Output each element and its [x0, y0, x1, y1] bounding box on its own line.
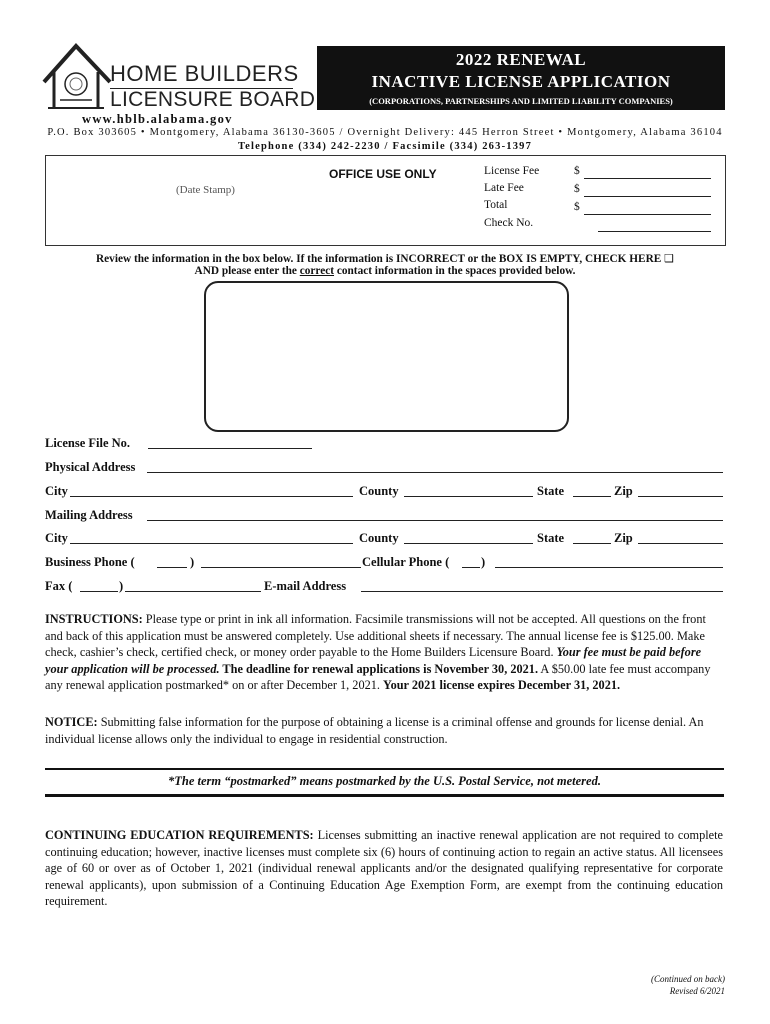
fee-label-check: Check No.: [484, 217, 534, 229]
fee-line-check[interactable]: [598, 231, 711, 232]
instructions-text2: A $50.00 late fee must accompany any renewal application postmarked* on or after December 1, 2021.: [45, 661, 711, 692]
license-file-no-label: License File No.: [45, 436, 131, 450]
notice-heading: NOTICE:: [45, 715, 98, 729]
house-logo-icon: [40, 42, 118, 112]
notice-paragraph: [45, 714, 723, 747]
physical-address-label: Physical Address: [45, 460, 136, 474]
state-label-1: State: [537, 484, 565, 498]
review-text2c: contact information in the spaces provided below.: [334, 265, 576, 277]
contact-info-box: [204, 281, 569, 432]
title-line1: 2022 RENEWAL: [455, 50, 587, 69]
phone-line: Telephone (334) 242-2230 / Facsimile (334) 263-1397: [237, 141, 533, 152]
notice-text: Submitting false information for the purpose of obtaining a license is a criminal offense and grounds for license denial. An individual license allows only the individual to engage in residential construction.: [45, 715, 704, 746]
mailing-address-field[interactable]: [147, 520, 723, 521]
business-phone-field[interactable]: [201, 567, 361, 568]
fee-symbol-total: $: [574, 201, 580, 213]
review-line1: [0, 252, 770, 265]
county-label-1: County: [359, 484, 399, 498]
instructions-paragraph: [45, 611, 723, 694]
zip-field-2[interactable]: [638, 543, 723, 544]
fax-label: Fax (: [45, 579, 73, 593]
office-use-heading: OFFICE USE ONLY: [329, 167, 437, 181]
date-stamp: (Date Stamp): [176, 184, 235, 196]
title-sub: (CORPORATIONS, PARTNERSHIPS AND LIMITED LIABILITY COMPANIES): [369, 96, 673, 106]
ce-text: Licenses submitting an inactive renewal application are not required to complete continuing education; however, inactive licenses must complete six (6) hours of continuing action to regain an active status. All licensees age of 60 or over as of October 1, 2021 (individual renewal applicants and/or the designated qualifying representative for corporate renewal applicants), upon submission of a Continuing Education Age Exemption Form, are exempt from the continuing education requirement.: [45, 828, 723, 908]
website: www.hblb.alabama.gov: [82, 112, 233, 126]
zip-field-1[interactable]: [638, 496, 723, 497]
business-phone-label: Business Phone (: [45, 555, 135, 569]
email-field[interactable]: [361, 591, 723, 592]
city-field-2[interactable]: [70, 543, 353, 544]
state-field-1[interactable]: [573, 496, 611, 497]
mailing-address-label: Mailing Address: [45, 508, 133, 522]
fee-label-license: License Fee: [484, 165, 540, 177]
business-phone-paren: ): [190, 555, 195, 569]
footer-revised: Revised 6/2021: [669, 986, 725, 996]
logo: [40, 42, 316, 114]
instructions-text1: Please type or print in ink all information. Facsimile transmissions will not be accepted. All questions on the front and back of this application must be answered completely. Use additional sheets if necessary. The annual license fee is $125.00. Make check, cashier’s check, certified check, or money order payable to the Home Builders Licensure Board.: [45, 612, 706, 659]
zip-label-2: Zip: [614, 531, 633, 545]
footer-continued: (Continued on back): [651, 974, 725, 984]
city-field-1[interactable]: [70, 496, 353, 497]
fee-line-total[interactable]: [584, 214, 711, 215]
city-label-1: City: [45, 484, 68, 498]
review-text1: Review the information in the box below. If the information is INCORRECT or the BOX IS EMPTY, CHECK HERE: [96, 253, 662, 265]
zip-label-1: Zip: [614, 484, 633, 498]
title-line2: INACTIVE LICENSE APPLICATION: [371, 72, 671, 91]
postmark-note: *The term “postmarked” means postmarked by the U.S. Postal Service, not metered.: [168, 774, 601, 788]
fee-label-total: Total: [484, 199, 508, 211]
instructions-emphasis: Your fee must be paid before your application will be processed.: [45, 645, 702, 676]
fee-line-late[interactable]: [584, 196, 711, 197]
county-label-2: County: [359, 531, 399, 545]
checkbox-icon[interactable]: ❑: [664, 252, 674, 265]
logo-line1: HOME BUILDERS: [110, 61, 299, 86]
fax-area-field[interactable]: [80, 591, 118, 592]
business-phone-area-field[interactable]: [157, 567, 187, 568]
ce-paragraph: [45, 827, 723, 910]
review-text2a: AND please enter the: [194, 265, 300, 277]
cellular-phone-label: Cellular Phone (: [362, 555, 450, 569]
review-line2: [0, 265, 770, 277]
license-file-no-field[interactable]: [148, 448, 312, 449]
fee-symbol-license: $: [574, 165, 580, 177]
logo-line2: LICENSURE BOARD: [110, 88, 316, 111]
instructions-expires: Your 2021 license expires December 31, 2021.: [383, 678, 621, 692]
state-label-2: State: [537, 531, 565, 545]
cellular-phone-paren: ): [481, 555, 486, 569]
fee-symbol-late: $: [574, 183, 580, 195]
email-label: E-mail Address: [264, 579, 347, 593]
fax-paren: ): [119, 579, 124, 593]
address-line: P.O. Box 303605 • Montgomery, Alabama 36130-3605 / Overnight Delivery: 445 Herron Street • Montgomery, Alabama 36104: [47, 127, 723, 138]
county-field-1[interactable]: [404, 496, 533, 497]
city-label-2: City: [45, 531, 68, 545]
postmark-top-rule: [45, 768, 724, 770]
cellular-phone-field[interactable]: [495, 567, 723, 568]
ce-heading: CONTINUING EDUCATION REQUIREMENTS:: [45, 828, 314, 842]
county-field-2[interactable]: [404, 543, 533, 544]
physical-address-field[interactable]: [147, 472, 723, 473]
state-field-2[interactable]: [573, 543, 611, 544]
title-box: [317, 46, 725, 110]
office-use-box: [45, 155, 726, 246]
instructions-deadline: The deadline for renewal applications is November 30, 2021.: [219, 661, 539, 676]
cellular-phone-area-field[interactable]: [462, 567, 480, 568]
fax-field[interactable]: [125, 591, 261, 592]
fee-line-license[interactable]: [584, 178, 711, 179]
review-correct: correct: [299, 265, 335, 277]
postmark-bottom-rule: [45, 794, 724, 797]
instructions-heading: INSTRUCTIONS:: [45, 612, 143, 626]
fee-label-late: Late Fee: [484, 182, 524, 194]
